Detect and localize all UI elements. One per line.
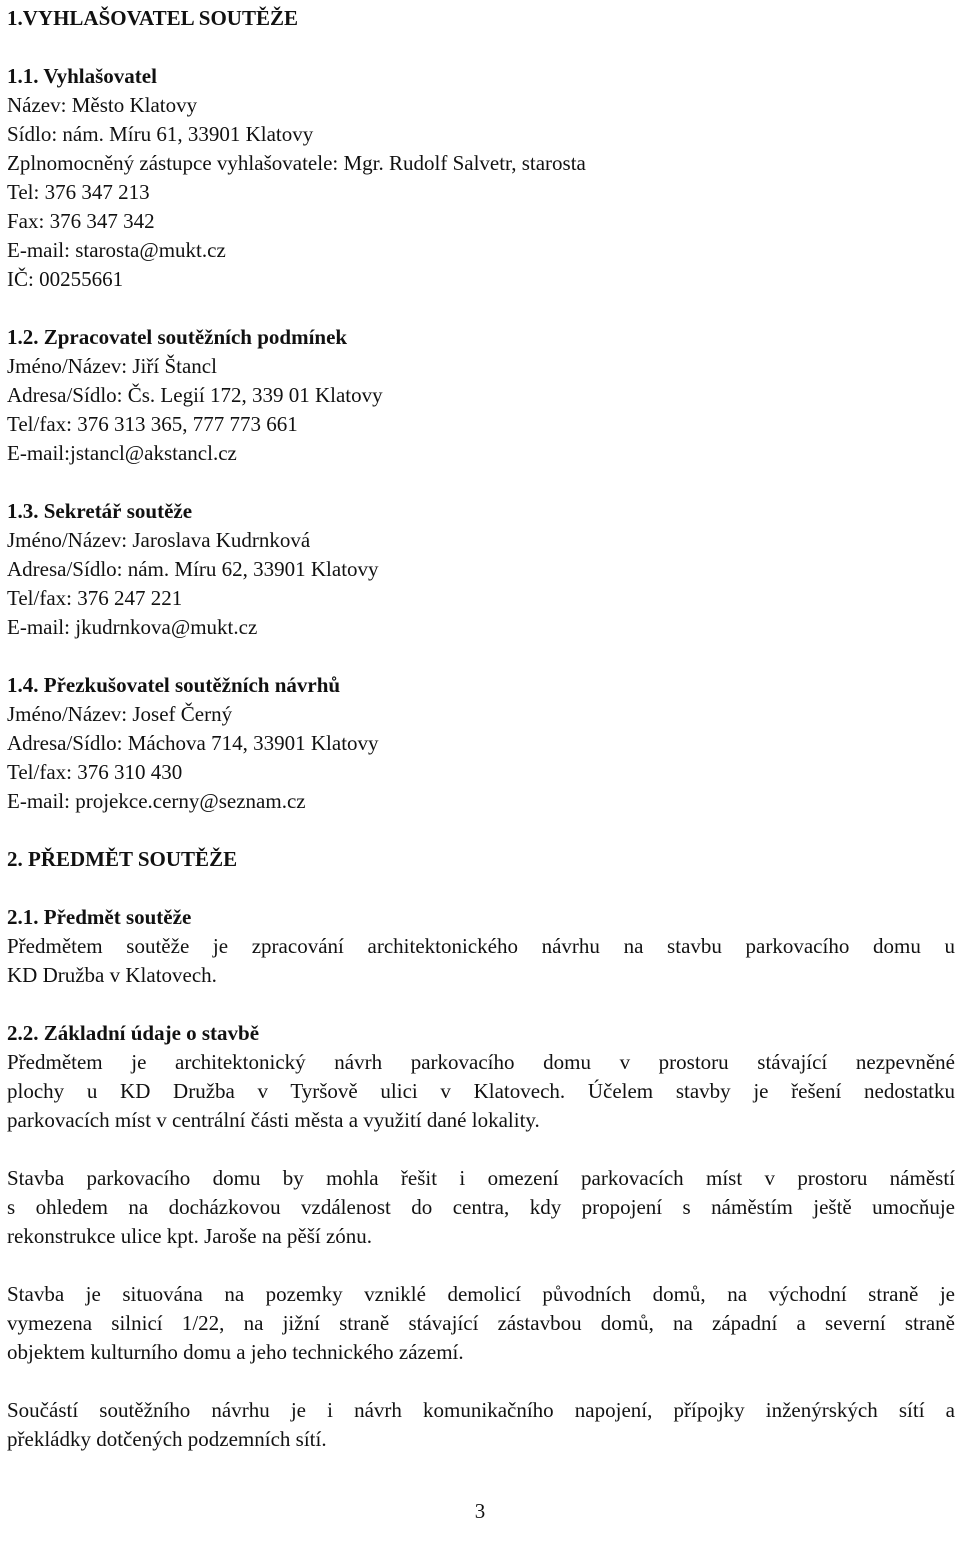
basic-info-p2-line-2: s ohledem na docházkovou vzdálenost do centra, kdy propojení s náměstím ještě umocňuje bbox=[7, 1195, 955, 1219]
basic-info-p1-line-2: plochy u KD Družba v Tyršově ulici v Klatovech. Účelem stavby je řešení nedostatku bbox=[7, 1079, 955, 1103]
page-number: 3 bbox=[474, 1499, 486, 1523]
subsection-2-2-heading: 2.2. Základní údaje o stavbě bbox=[7, 1021, 260, 1045]
announcer-tel: Tel: 376 347 213 bbox=[7, 180, 150, 204]
subsection-2-1-heading: 2.1. Předmět soutěže bbox=[7, 905, 192, 929]
announcer-fax: Fax: 376 347 342 bbox=[7, 209, 155, 233]
reviewer-name: Jméno/Název: Josef Černý bbox=[7, 702, 233, 726]
subsection-1-3-heading: 1.3. Sekretář soutěže bbox=[7, 499, 193, 523]
basic-info-p3-line-2: vymezena silnicí 1/22, na jižní straně stávající zástavbou domů, na západní a severní straně bbox=[7, 1311, 955, 1335]
secretary-telfax: Tel/fax: 376 247 221 bbox=[7, 586, 183, 610]
processor-email: E-mail:jstancl@akstancl.cz bbox=[7, 441, 237, 465]
subsection-1-2-heading: 1.2. Zpracovatel soutěžních podmínek bbox=[7, 325, 348, 349]
reviewer-address: Adresa/Sídlo: Máchova 714, 33901 Klatovy bbox=[7, 731, 379, 755]
basic-info-p2-line-3: rekonstrukce ulice kpt. Jaroše na pěší zónu. bbox=[7, 1224, 373, 1248]
basic-info-p1-line-3: parkovacích míst v centrální části města a využití dané lokality. bbox=[7, 1108, 540, 1132]
section-1-heading: 1.VYHLAŠOVATEL SOUTĚŽE bbox=[7, 6, 298, 30]
basic-info-p4-line-2: překládky dotčených podzemních sítí. bbox=[7, 1427, 327, 1451]
subsection-1-4-heading: 1.4. Přezkušovatel soutěžních návrhů bbox=[7, 673, 341, 697]
announcer-seat: Sídlo: nám. Míru 61, 33901 Klatovy bbox=[7, 122, 314, 146]
secretary-address: Adresa/Sídlo: nám. Míru 62, 33901 Klatovy bbox=[7, 557, 379, 581]
secretary-email: E-mail: jkudrnkova@mukt.cz bbox=[7, 615, 258, 639]
announcer-email: E-mail: starosta@mukt.cz bbox=[7, 238, 226, 262]
basic-info-p3-line-1: Stavba je situována na pozemky vzniklé demolicí původních domů, na východní straně je bbox=[7, 1282, 955, 1306]
section-2-heading: 2. PŘEDMĚT SOUTĚŽE bbox=[7, 847, 238, 871]
basic-info-p2-line-1: Stavba parkovacího domu by mohla řešit i omezení parkovacích míst v prostoru náměstí bbox=[7, 1166, 955, 1190]
basic-info-p4-line-1: Součástí soutěžního návrhu je i návrh komunikačního napojení, přípojky inženýrských sítí a bbox=[7, 1398, 955, 1422]
secretary-name: Jméno/Název: Jaroslava Kudrnková bbox=[7, 528, 311, 552]
reviewer-email: E-mail: projekce.cerny@seznam.cz bbox=[7, 789, 306, 813]
reviewer-telfax: Tel/fax: 376 310 430 bbox=[7, 760, 183, 784]
processor-telfax: Tel/fax: 376 313 365, 777 773 661 bbox=[7, 412, 298, 436]
subsection-1-1-heading: 1.1. Vyhlašovatel bbox=[7, 64, 157, 88]
subject-line-2: KD Družba v Klatovech. bbox=[7, 963, 217, 987]
basic-info-p1-line-1: Předmětem je architektonický návrh parkovacího domu v prostoru stávající nezpevněné bbox=[7, 1050, 955, 1074]
announcer-ico: IČ: 00255661 bbox=[7, 267, 124, 291]
basic-info-p3-line-3: objektem kulturního domu a jeho technického zázemí. bbox=[7, 1340, 464, 1364]
subject-line-1: Předmětem soutěže je zpracování architektonického návrhu na stavbu parkovacího domu u bbox=[7, 934, 955, 958]
processor-address: Adresa/Sídlo: Čs. Legií 172, 339 01 Klatovy bbox=[7, 383, 383, 407]
announcer-representative: Zplnomocněný zástupce vyhlašovatele: Mgr. Rudolf Salvetr, starosta bbox=[7, 151, 586, 175]
processor-name: Jméno/Název: Jiří Štancl bbox=[7, 354, 217, 378]
announcer-name: Název: Město Klatovy bbox=[7, 93, 198, 117]
